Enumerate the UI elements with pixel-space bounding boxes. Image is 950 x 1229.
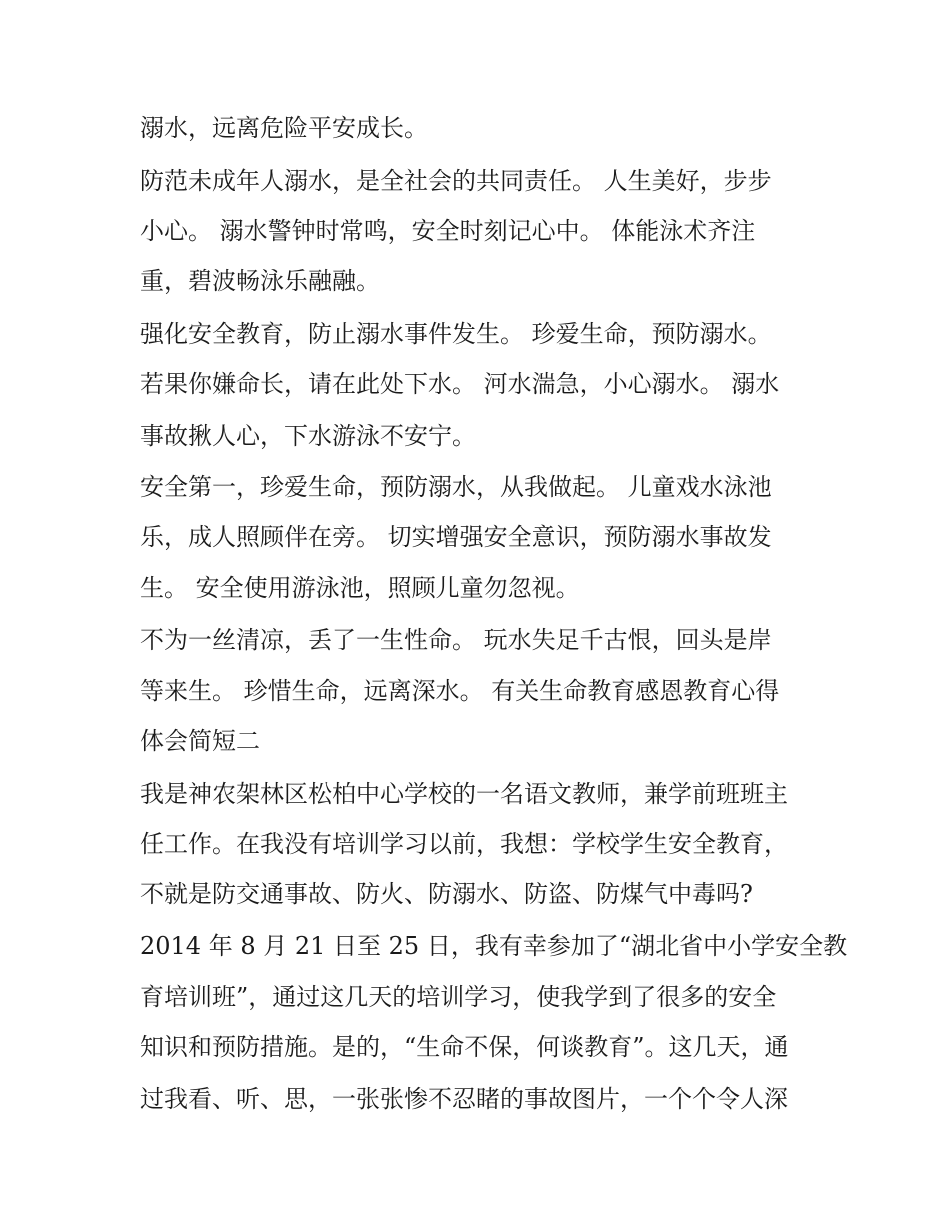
- text-line: 溺水，远离危险平安成长。: [140, 114, 428, 142]
- text-line: 过我看、听、思，一张张惨不忍睹的事故图片，一个个令人深: [140, 1085, 788, 1113]
- text-line: 育培训班”，通过这几天的培训学习，使我学到了很多的安全: [140, 983, 777, 1011]
- text-line: 生。 安全使用游泳池，照顾儿童勿忽视。: [140, 574, 580, 602]
- text-line: 我是神农架林区松柏中心学校的一名语文教师，兼学前班班主: [140, 780, 788, 808]
- text-line: 等来生。 珍惜生命，远离深水。 有关生命教育感恩教育心得: [140, 677, 780, 705]
- text-line: 重，碧波畅泳乐融融。: [140, 267, 380, 295]
- text-line: 安全第一，珍爱生命，预防溺水，从我做起。 儿童戏水泳池: [140, 473, 772, 501]
- text-line: 不为一丝清凉，丢了一生性命。 玩水失足千古恨，回头是岸: [140, 626, 772, 654]
- text-line: 2014 年 8 月 21 日至 25 日，我有幸参加了“湖北省中小学安全教: [140, 932, 848, 960]
- text-line: 强化安全教育，防止溺水事件发生。 珍爱生命，预防溺水。: [140, 320, 772, 348]
- text-line: 事故揪人心，下水游泳不安宁。: [140, 422, 476, 450]
- text-line: 若果你嫌命长，请在此处下水。 河水湍急，小心溺水。 溺水: [140, 370, 780, 398]
- text-line: 乐，成人照顾伴在旁。 切实增强安全意识，预防溺水事故发: [140, 523, 772, 551]
- text-line: 小心。 溺水警钟时常鸣，安全时刻记心中。 体能泳术齐注: [140, 217, 756, 245]
- text-line: 不就是防交通事故、防火、防溺水、防盗、防煤气中毒吗?: [140, 880, 753, 908]
- text-line: 知识和预防措施。是的，“生命不保，何谈教育”。这几天，通: [140, 1033, 789, 1061]
- text-line: 体会简短二: [140, 727, 260, 755]
- text-line: 任工作。在我没有培训学习以前，我想：学校学生安全教育，: [140, 830, 788, 858]
- text-line: 防范未成年人溺水，是全社会的共同责任。 人生美好，步步: [140, 167, 772, 195]
